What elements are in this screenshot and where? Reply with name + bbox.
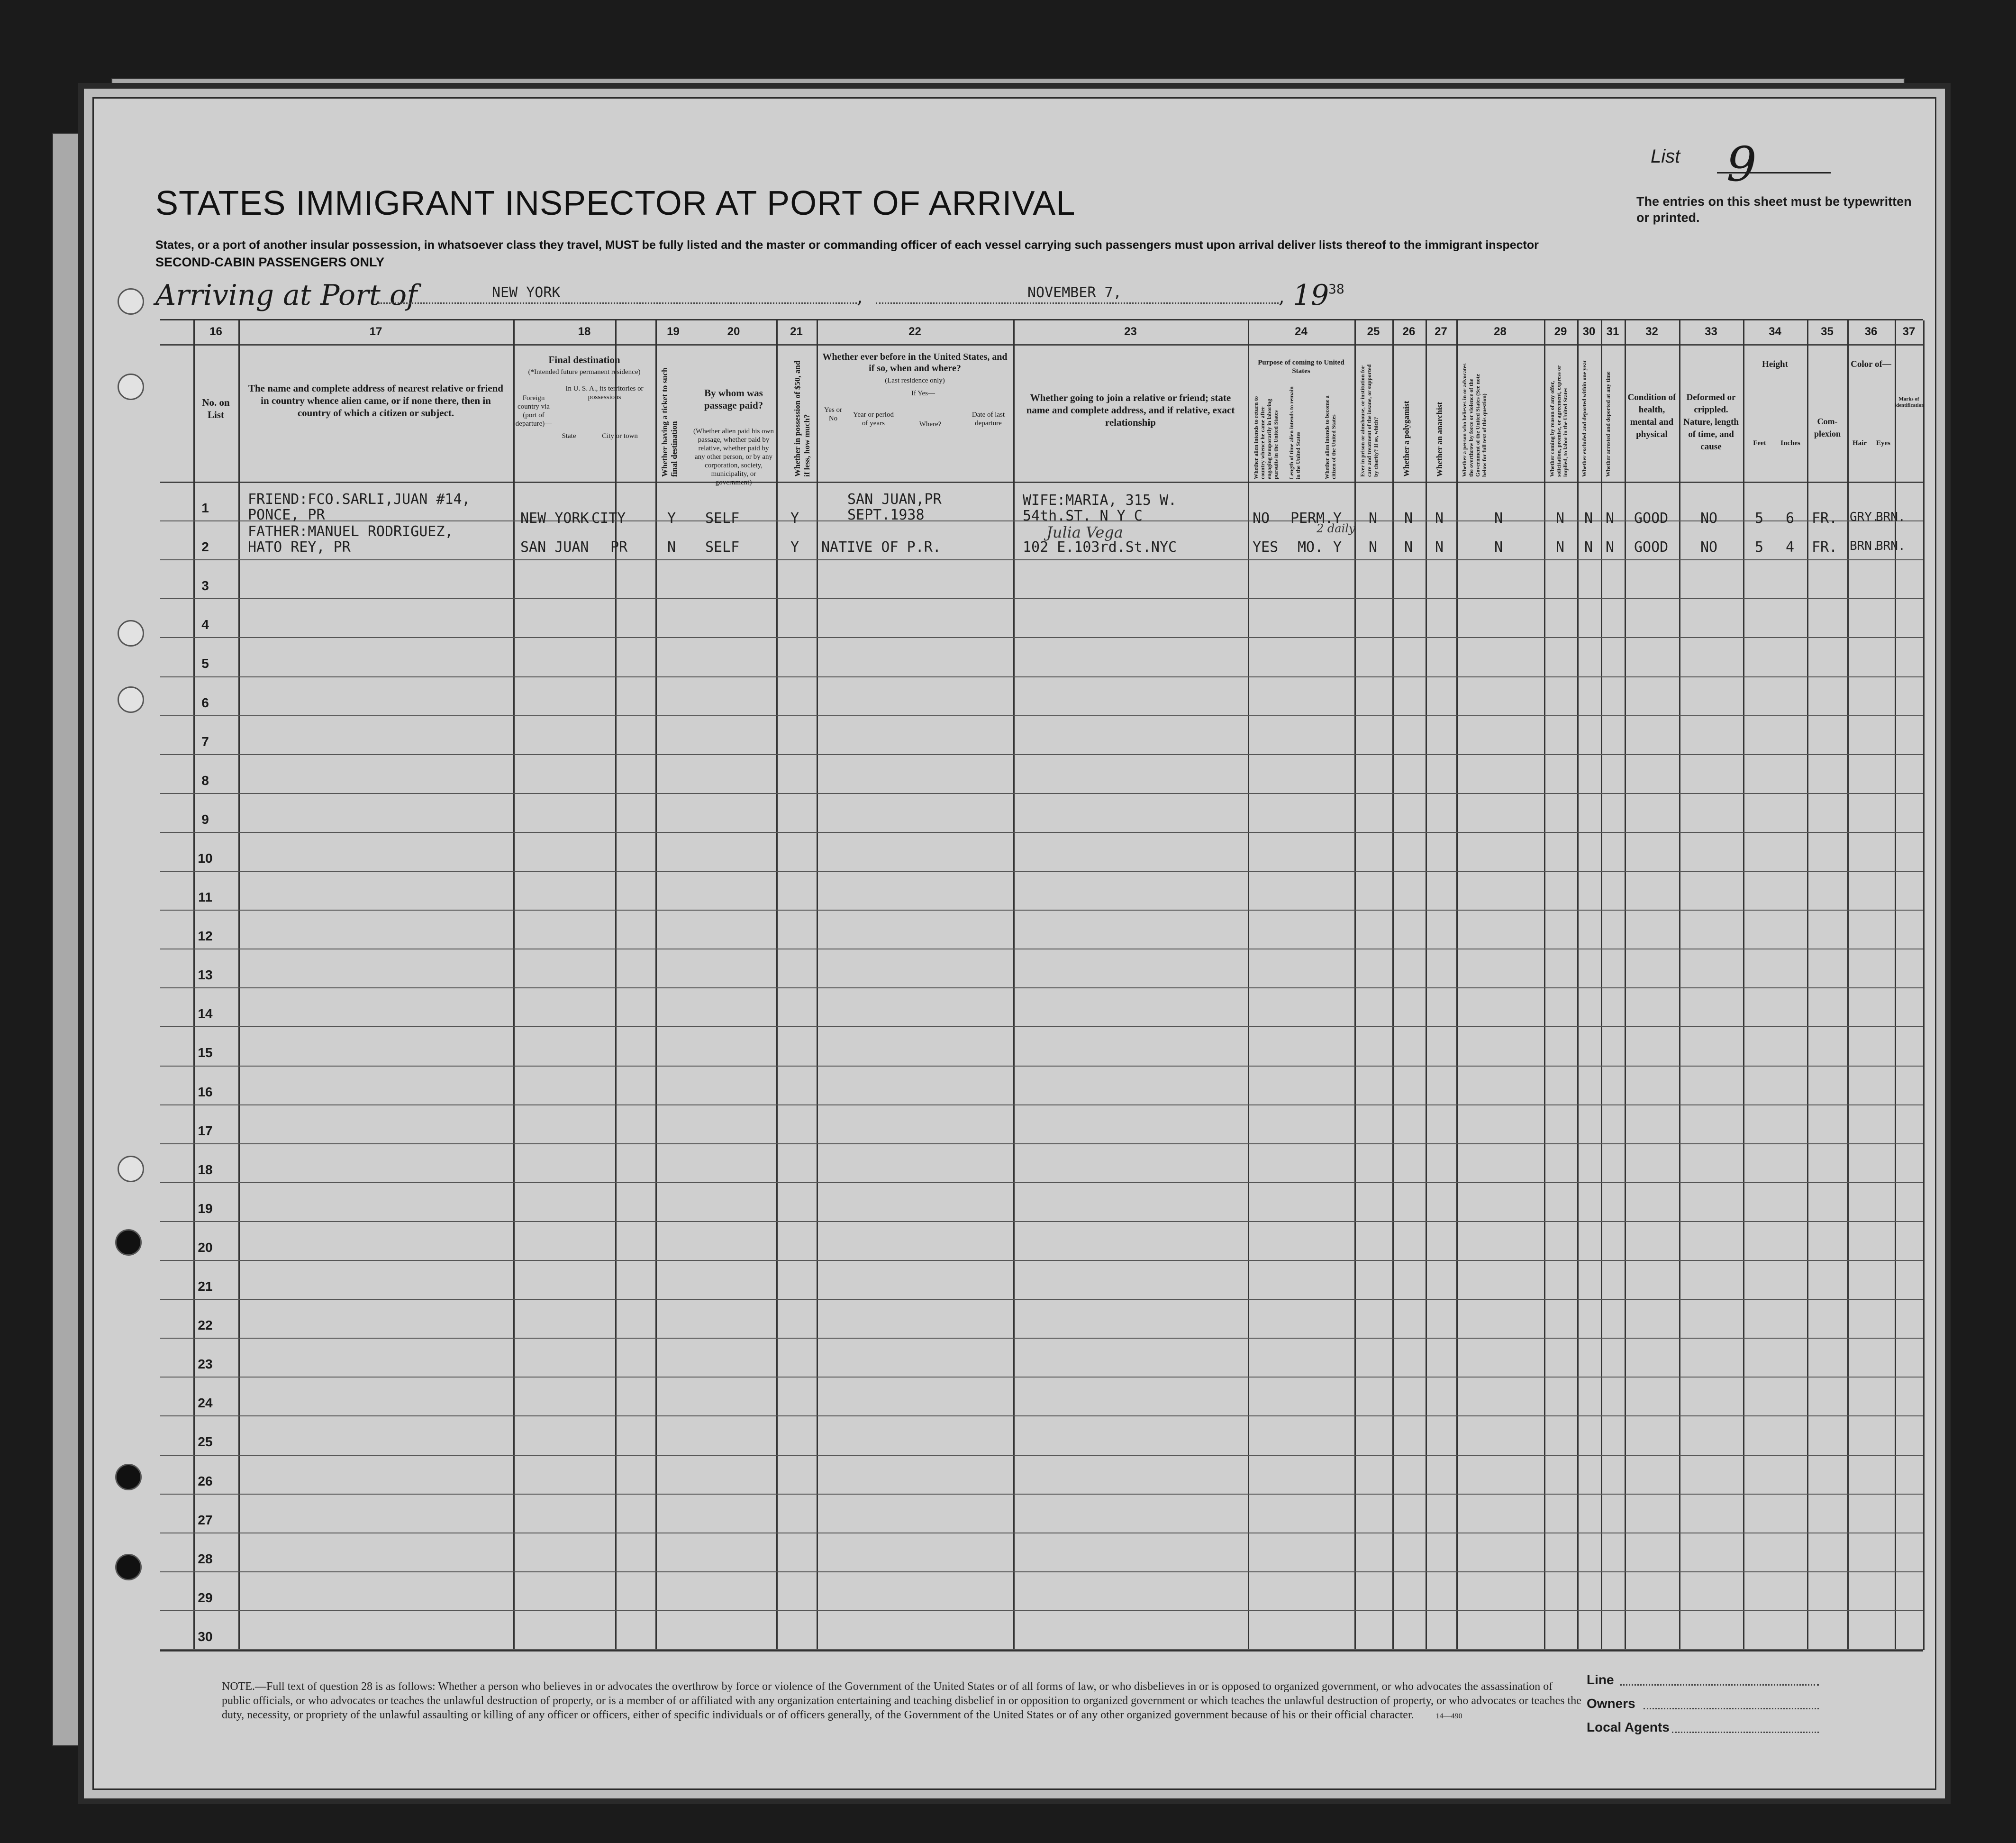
row-rule [160,871,1923,872]
col-number: 16 [209,325,222,338]
row-rule [160,793,1923,794]
header-money: Whether in possession of $50, and if less, how much? [793,360,811,477]
row2-excluded: N [1584,539,1593,556]
header-where: Where? [919,420,942,428]
row-rule [160,1260,1923,1261]
row1-labor: N [1556,510,1565,527]
col-number: 29 [1554,325,1567,338]
port-value: NEW YORK [492,284,561,301]
list-block [1636,137,1916,225]
row2-length: MO. [1298,539,1324,556]
header-no-on-list: No. on List [202,397,230,420]
col-number: 32 [1645,325,1658,338]
header-city: City or town [602,432,638,440]
instructions-line: States, or a port of another insular possession, in whatsoever class they travel, MUST be fully listed and the master or commanding officer of each vessel carrying such passengers must upon arrival deliver lists thereof to the immigrant inspector [155,238,1539,252]
col-number: 24 [1295,325,1308,338]
row1-before-line2: SEPT.1938 [847,507,925,523]
header-length-stay: Length of time alien intends to remain in the United States [1288,386,1301,479]
col-number: 31 [1606,325,1619,338]
row-number: 26 [198,1474,213,1488]
owners-field [1644,1708,1819,1709]
row-number: 28 [198,1551,213,1566]
row-rule [160,910,1923,911]
row1-paid: SELF [705,510,740,527]
row-rule [160,598,1923,599]
arriving-label: Arriving at Port of [155,279,418,312]
col-number: 35 [1821,325,1834,338]
row-rule [160,715,1923,716]
row2-city: PR [610,539,628,556]
row2-before-line1: NATIVE OF P.R. [821,539,941,556]
punch-hole [118,374,144,400]
header-inches: Inches [1780,439,1800,447]
row1-prison: N [1369,510,1378,527]
col-number: 28 [1494,325,1507,338]
header-final-destination: Final destination [548,354,620,365]
row1-inches: 6 [1786,510,1795,527]
punch-hole [118,288,144,315]
list-label: List [1651,146,1680,167]
row-rule [160,1143,1923,1144]
row2-citizen: Y [1333,539,1342,556]
row1-feet: 5 [1755,510,1764,527]
punch-hole [118,686,144,713]
row1-ticket: Y [667,510,676,527]
row2-hair: BRN. [1850,539,1880,553]
col-number: 27 [1435,325,1447,338]
comma: , [1279,286,1285,308]
punch-hole [115,1554,142,1580]
header-excluded: Whether excluded and deported within one year [1581,359,1588,477]
manifest-table [160,319,1923,1651]
row-number: 23 [198,1357,213,1371]
header-height: Height [1762,359,1788,369]
row-number: 21 [198,1279,213,1294]
row-rule [160,1494,1923,1495]
row2-join-line1: 102 E.103rd.St.NYC [1023,539,1177,556]
row-rule [160,1104,1923,1105]
header-relative-abroad: The name and complete address of nearest relative or friend in country whence alien came, or if none there, then in country of which a citizen or subject. [248,383,503,419]
row-rule [160,754,1923,755]
row2-relative-line2: HATO REY, PR [248,539,351,556]
header-yes-or-no: Yes or No [824,406,843,422]
header-polygamist: Whether a polygamist [1402,401,1411,477]
header-anarchist: Whether an anarchist [1435,401,1444,477]
row2-eyes: BRN. [1876,539,1906,553]
header-complexion: Com-plexion [1814,417,1841,438]
row-rule [160,1377,1923,1378]
line-field [1620,1684,1819,1686]
header-ticket: Whether having a ticket to such final destination [660,367,679,477]
date-line [876,302,1279,304]
row-number: 18 [198,1162,213,1177]
row1-length: PERM. [1290,510,1334,527]
row2-health: GOOD [1634,539,1669,556]
row-rule [160,1182,1923,1183]
col-number: 36 [1864,325,1878,338]
owners-label: Owners [1587,1696,1635,1711]
header-hair: Hair [1853,439,1867,447]
row2-inches: 4 [1786,539,1795,556]
header-eyes: Eyes [1876,439,1890,447]
header-color-of: Color of— [1851,359,1891,369]
col-number: 19 [667,325,680,338]
row-rule [160,1455,1923,1456]
col-number: 34 [1769,325,1781,338]
row-number: 22 [198,1318,213,1332]
row1-deported: N [1606,510,1615,527]
row-number: 6 [201,695,209,710]
footer-note [222,1679,1582,1724]
col-number: 23 [1124,325,1137,338]
row-rule [160,987,1923,988]
local-agents-label: Local Agents [1587,1720,1670,1734]
year-prefix: 19 [1293,279,1329,312]
row1-before-line1: SAN JUAN,PR [847,491,942,508]
header-state: State [562,432,576,440]
header-rule [160,482,1923,483]
row-number: 15 [198,1045,213,1060]
row-number: 2 [201,539,209,554]
row2-relative-line1: FATHER:MANUEL RODRIGUEZ, [248,523,454,540]
list-underline [1717,172,1831,173]
row1-health: GOOD [1634,510,1669,527]
header-last-departure: Date of last departure [972,411,1005,427]
row-number: 14 [198,1006,213,1021]
row2-length-handwriting: 2 daily [1317,522,1355,535]
row-number: 4 [201,617,209,632]
row-number: 7 [201,734,209,749]
row-number: 8 [201,773,209,788]
row1-polygamist: N [1404,510,1413,527]
row2-return: YES [1253,539,1279,556]
row2-polygamist: N [1404,539,1413,556]
col-number: 21 [790,325,803,338]
row-number: 13 [198,967,213,982]
header-foreign-country: Foreign country via (port of departure)— [515,394,552,428]
row1-eyes: BRN. [1876,510,1906,524]
row1-state: NEW YORK [520,510,589,527]
page-title: STATES IMMIGRANT INSPECTOR AT PORT OF ARRIVAL [155,184,1076,222]
form-number: 14—490 [1435,1712,1462,1720]
col-number: 25 [1367,325,1380,338]
row-rule [160,1415,1923,1416]
col-number: 18 [578,325,591,338]
col-number: 22 [908,325,921,338]
row1-money: Y [790,510,799,527]
header-health: Condition of health, mental and physical [1627,392,1676,439]
row1-hair: GRY. [1850,510,1880,524]
manifest-page [92,97,1936,1790]
list-note: The entries on this sheet must be typewritten or printed. [1636,194,1912,225]
row2-deported: N [1606,539,1615,556]
underlying-sheet-edge-left [52,133,97,1746]
row2-prison: N [1369,539,1378,556]
row-rule [160,1649,1923,1650]
year-suffix: 38 [1328,281,1344,297]
class-line: SECOND-CABIN PASSENGERS ONLY [155,255,385,269]
row-number: 3 [201,578,209,593]
row2-join-handwriting: Julia Vega [1046,523,1123,541]
list-number: 9 [1726,137,1757,192]
header-passage-paid: By whom was passage paid? [704,387,763,411]
col-number: 17 [369,325,382,338]
row-rule [160,637,1923,638]
row-rule [160,832,1923,833]
row1-join-line1: WIFE:MARIA, 315 W. [1023,492,1177,509]
col-number: 33 [1705,325,1717,338]
row-rule [160,1221,1923,1222]
comma: , [857,286,863,308]
header-deported: Whether arrested and deported at any time [1605,371,1611,477]
row1-anarchist: N [1435,510,1444,527]
row1-return: NO [1253,510,1270,527]
row-number: 16 [198,1085,213,1099]
header-prison: Ever in prison or almshouse, or institution for care and treatment of the insane, or supported by charity? If so, which? [1359,364,1379,477]
row2-money: Y [790,539,799,556]
row2-complexion: FR. [1812,539,1838,556]
row-number: 11 [198,890,212,904]
header-rule [160,344,1923,346]
col-number: 30 [1582,325,1596,338]
header-in-usa: In U. S. A., its territories or possessions [565,385,644,401]
row-number: 25 [198,1434,213,1449]
header-joining: Whether going to join a relative or friend; state name and complete address, and if relative, exact relationship [1026,392,1235,428]
col-number: 26 [1402,325,1416,338]
header-if-yes: If Yes— [911,390,935,397]
header-purpose: Purpose of coming to United States [1258,359,1344,375]
row-rule [160,1571,1923,1572]
date-value: NOVEMBER 7, [1027,284,1122,301]
row1-city: CITY [591,510,626,527]
row1-complexion: FR. [1812,510,1838,527]
row2-paid: SELF [705,539,740,556]
header-labor: Whether coming by reason of any offer, solicitation, promise, or agreement, express or implied, to labor in the United States [1549,365,1569,477]
row1-deformed: NO [1700,510,1718,527]
row-rule [160,1338,1923,1339]
port-line [378,302,857,304]
header-q28: Whether a person who believes in or advocates the overthrow by force or violence of the Government of the United States (See note below for full text of this question) [1461,363,1488,477]
row-number: 29 [198,1590,213,1605]
row2-state: SAN JUAN [520,539,589,556]
row1-citizen: Y [1333,510,1342,527]
row1-excluded: N [1584,510,1593,527]
header-final-destination-sub: (*Intended future permanent residence) [528,368,641,376]
header-before-in-us: Whether ever before in the United States, and if so, when and where? [822,352,1008,374]
row-rule [160,1299,1923,1300]
row-rule [160,676,1923,677]
row-rule [160,1026,1923,1027]
row-number: 30 [198,1629,213,1644]
row1-q28: N [1494,510,1503,527]
row-number: 5 [201,656,209,671]
row2-ticket: N [667,539,676,556]
header-last-residence: (Last residence only) [885,377,945,384]
line-label: Line [1587,1672,1614,1687]
row1-relative-line2: PONCE, PR [248,507,325,523]
col-number: 20 [727,325,740,338]
row2-anarchist: N [1435,539,1444,556]
col-number: 37 [1902,325,1916,338]
row-rule [160,1610,1923,1611]
row-number: 20 [198,1240,213,1255]
row2-labor: N [1556,539,1565,556]
row2-q28: N [1494,539,1503,556]
local-agents-field [1672,1732,1819,1733]
question-28-note: NOTE.—Full text of question 28 is as follows: Whether a person who believes in or advocates the overthrow by force or violence of the Government of the United States or of all forms of law, or who disbelieves in or is opposed to organized government, or who advocates the assassination of public officials, or who advocates or teaches the unlawful destruction of property, or is a member of or affiliated with any organization entertaining and teaching disbelief in or opposition to organized government or which teaches the unlawful destruction of property, or who advocates or teaches the duty, necessity, or propriety of the unlawful assaulting or killing of any officer or officers, either of specific individuals or of officers generally, of the Government of the United States or of any other organized government because of his or their official character. [222,1680,1581,1721]
header-period: Year or period of years [853,411,894,427]
row1-join-line2: 54th.ST. N Y C [1023,508,1143,524]
header-citizen: Whether alien intends to become a citizen of the United States [1324,395,1337,479]
row-number: 1 [201,501,209,515]
punch-hole [115,1464,142,1490]
row-number: 17 [198,1123,213,1138]
punch-hole [118,620,144,647]
row-number: 27 [198,1513,213,1527]
row-number: 19 [198,1201,213,1216]
row1-relative-line1: FRIEND:FCO.SARLI,JUAN #14, [248,491,471,508]
header-deformed: Deformed or crippled. Nature, length of time, and cause [1683,392,1739,452]
row2-feet: 5 [1755,539,1764,556]
row-number: 12 [198,929,213,943]
row-rule [160,1066,1923,1067]
row-number: 9 [201,812,209,827]
row-number: 10 [198,851,213,866]
row-number: 24 [198,1396,213,1410]
row-rule [160,559,1923,560]
header-marks: Marks of identification [1895,396,1925,408]
header-feet: Feet [1753,439,1766,447]
punch-hole [118,1156,144,1182]
row2-deformed: NO [1700,539,1718,556]
header-return: Whether alien intends to return to country whence he came after engaging temporarily in laboring pursuits in the United States [1253,396,1279,479]
header-passage-paid-sub: (Whether alien paid his own passage, whether paid by relative, whether paid by any other person, or by any corporation, society, municipality, or government) [693,428,774,486]
punch-hole [115,1229,142,1256]
